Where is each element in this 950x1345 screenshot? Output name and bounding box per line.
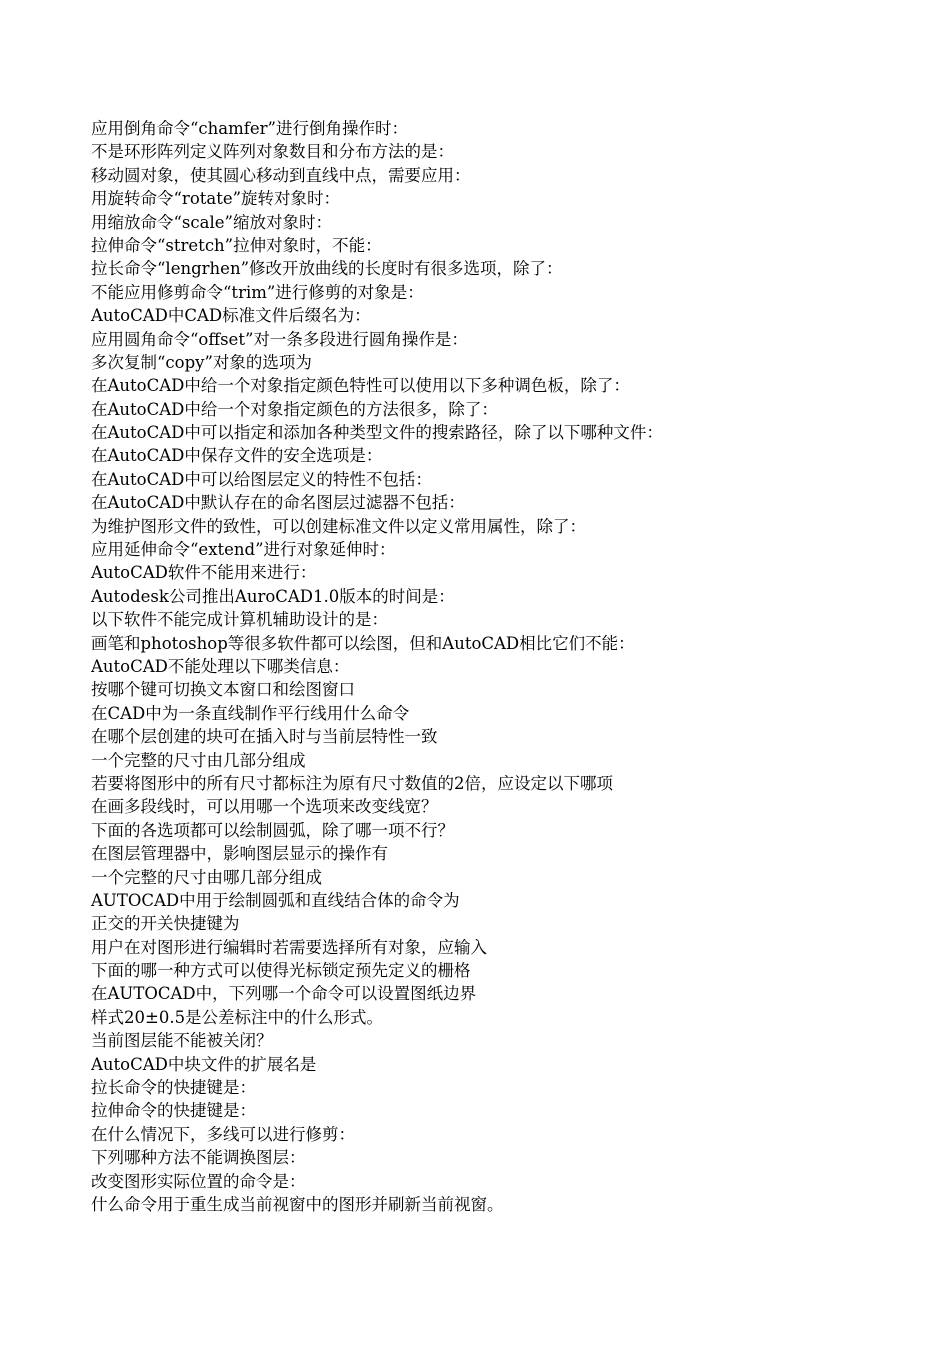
- question-line: 在哪个层创建的块可在插入时与当前层特性一致: [91, 727, 438, 747]
- question-line: AutoCAD不能处理以下哪类信息：: [91, 656, 350, 676]
- question-line: 应用圆角命令“offset”对一条多段进行圆角操作是：: [91, 329, 468, 349]
- question-list: [91, 117, 911, 1216]
- question-line: 拉伸命令的快捷键是：: [91, 1101, 256, 1121]
- question-line: 以下软件不能完成计算机辅助设计的是：: [91, 610, 388, 630]
- question-line: 画笔和photoshop等很多软件都可以绘图，但和AutoCAD相比它们不能：: [91, 633, 635, 653]
- question-line: 在AutoCAD中默认存在的命名图层过滤器不包括：: [91, 493, 465, 513]
- question-line: 拉长命令的快捷键是：: [91, 1078, 256, 1098]
- question-line: 在画多段线时，可以用哪一个选项来改变线宽？: [91, 797, 438, 817]
- question-line: 拉长命令“lengrhen”修改开放曲线的长度时有很多选项，除了：: [91, 259, 563, 279]
- question-line: AutoCAD软件不能用来进行：: [91, 563, 317, 583]
- question-line: 在AUTOCAD中，下列哪一个命令可以设置图纸边界: [91, 984, 477, 1004]
- question-line: 一个完整的尺寸由几部分组成: [91, 750, 306, 770]
- question-line: 当前图层能不能被关闭？: [91, 1031, 273, 1051]
- question-line: 样式20±0.5是公差标注中的什么形式。: [91, 1007, 384, 1027]
- question-line: AUTOCAD中用于绘制圆弧和直线结合体的命令为: [91, 890, 460, 910]
- question-line: 多次复制“copy”对象的选项为: [91, 352, 312, 372]
- question-line: 拉伸命令“stretch”拉伸对象时，不能：: [91, 235, 382, 255]
- question-line: 在AutoCAD中可以指定和添加各种类型文件的搜索路径，除了以下哪种文件：: [91, 423, 663, 443]
- question-line: 为维护图形文件的致性，可以创建标准文件以定义常用属性，除了：: [91, 516, 586, 536]
- question-line: AutoCAD中块文件的扩展名是: [91, 1054, 317, 1074]
- question-line: 下列哪种方法不能调换图层：: [91, 1148, 306, 1168]
- question-line: 用缩放命令“scale”缩放对象时：: [91, 212, 332, 232]
- question-line: 应用倒角命令“chamfer”进行倒角操作时：: [91, 119, 408, 138]
- question-line: 在AutoCAD中给一个对象指定颜色特性可以使用以下多种调色板，除了：: [91, 376, 630, 396]
- question-line: 下面的哪一种方式可以使得光标锁定预先定义的栅格: [91, 961, 471, 981]
- question-line: 用旋转命令“rotate”旋转对象时：: [91, 189, 341, 209]
- question-line: 正交的开关快捷键为: [91, 914, 240, 934]
- question-line: 用户在对图形进行编辑时若需要选择所有对象，应输入: [91, 937, 487, 957]
- question-line: AutoCAD中CAD标准文件后缀名为：: [91, 306, 371, 326]
- question-line: 一个完整的尺寸由哪几部分组成: [91, 867, 322, 887]
- question-line: 在AutoCAD中保存文件的安全选项是：: [91, 446, 383, 466]
- question-line: 在AutoCAD中给一个对象指定颜色的方法很多，除了：: [91, 399, 498, 419]
- question-line: 移动圆对象，使其圆心移动到直线中点，需要应用：: [91, 165, 471, 185]
- question-line: 下面的各选项都可以绘制圆弧，除了哪一项不行？: [91, 820, 454, 840]
- question-line: Autodesk公司推出AuroCAD1.0版本的时间是：: [91, 586, 455, 606]
- question-line: 在CAD中为一条直线制作平行线用什么命令: [91, 703, 410, 723]
- question-line: 在图层管理器中，影响图层显示的操作有: [91, 844, 388, 864]
- question-line: 在什么情况下，多线可以进行修剪：: [91, 1124, 355, 1144]
- question-line: 不能应用修剪命令“trim”进行修剪的对象是：: [91, 282, 424, 302]
- question-line: 按哪个键可切换文本窗口和绘图窗口: [91, 680, 355, 700]
- question-line: 不是环形阵列定义阵列对象数目和分布方法的是：: [91, 142, 454, 162]
- question-line: 在AutoCAD中可以给图层定义的特性不包括：: [91, 469, 432, 489]
- question-line: 什么命令用于重生成当前视窗中的图形并刷新当前视窗。: [91, 1194, 504, 1214]
- question-line: 应用延伸命令“extend”进行对象延伸时：: [91, 540, 396, 560]
- question-line: 若要将图形中的所有尺寸都标注为原有尺寸数值的2倍，应设定以下哪项: [91, 773, 613, 793]
- question-line: 改变图形实际位置的命令是：: [91, 1171, 306, 1191]
